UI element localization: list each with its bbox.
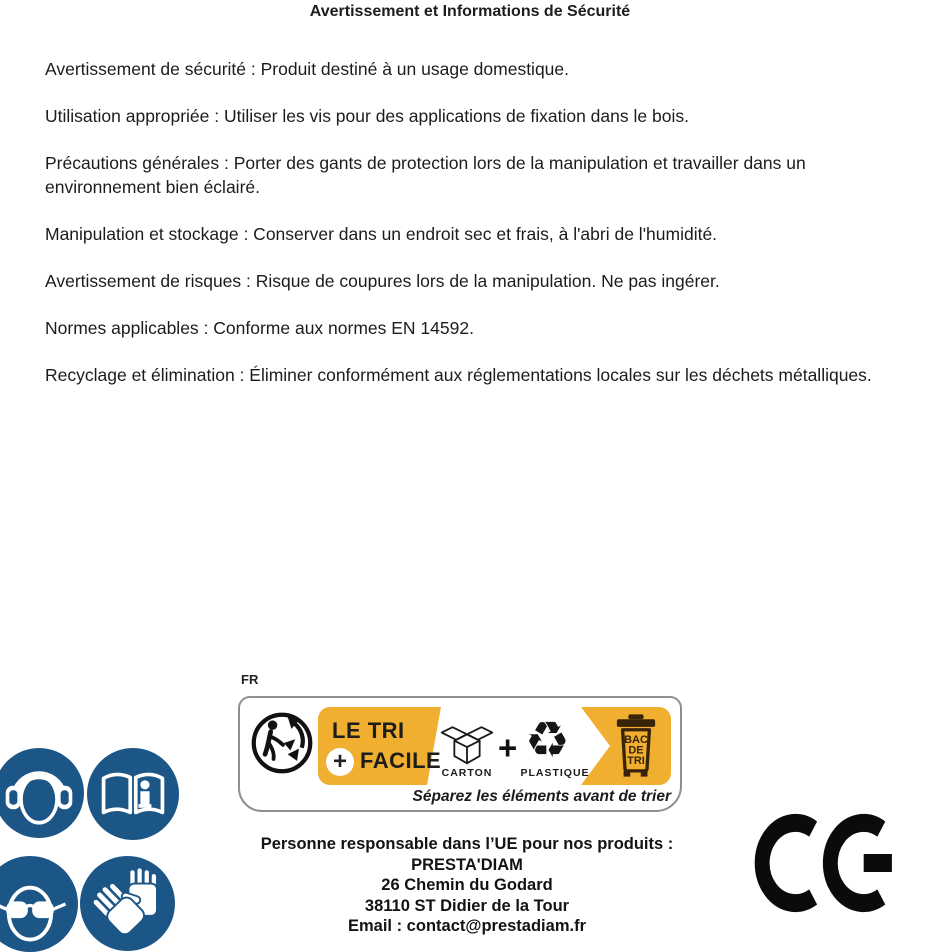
protective-gloves-icon [80, 856, 175, 951]
eye-protection-icon [0, 856, 78, 952]
read-manual-icon [87, 748, 179, 840]
sorting-bin-icon [614, 714, 658, 778]
materials-plus: + [498, 729, 518, 766]
svg-text:TRI: TRI [627, 755, 645, 768]
safety-paragraphs [45, 57, 890, 410]
company-email: Email : contact@prestadiam.fr [348, 917, 586, 935]
plastic-recycle-icon: ♻ [525, 711, 570, 769]
ear-protection-icon [0, 748, 84, 838]
company-name: PRESTA'DIAM [411, 855, 523, 874]
le-tri-text: LE TRI [332, 718, 405, 743]
plus-circle-icon: + [326, 748, 354, 776]
company-city: 38110 ST Didier de la Tour [364, 896, 570, 915]
sorting-caption: Séparez les éléments avant de trier [412, 788, 671, 805]
paragraph-handling-storage: Manipulation et stockage : Conserver dans un endroit sec et frais, à l'abri de l'humidité. [45, 224, 718, 244]
carton-box-icon [437, 719, 497, 766]
ce-mark-icon [754, 813, 906, 913]
svg-text:DE: DE [628, 744, 644, 757]
tri-facile-band [318, 707, 671, 785]
fr-country-code: FR [241, 672, 259, 687]
plastique-label: PLASTIQUE [520, 767, 590, 779]
svg-text:BAC: BAC [624, 734, 648, 747]
paragraph-appropriate-use: Utilisation appropriée : Utiliser les vis pour des applications de fixation dans le bois. [45, 106, 689, 126]
paragraph-general-precautions: Précautions générales : Porter des gants de protection lors de la manipulation et travailler dans un environnement bien éclairé. [45, 153, 806, 197]
paragraph-recycling-disposal: Recyclage et élimination : Éliminer conformément aux réglementations locales sur les déchets métalliques. [45, 365, 872, 385]
facile-text: FACILE [360, 748, 442, 773]
paragraph-risk-warning: Avertissement de risques : Risque de coupures lors de la manipulation. Ne pas ingérer. [45, 271, 720, 291]
paragraph-safety-warning: Avertissement de sécurité : Produit destiné à un usage domestique. [45, 59, 570, 79]
info-tri-label [238, 696, 682, 812]
company-street: 26 Chemin du Godard [381, 876, 553, 894]
page-title: Avertissement et Informations de Sécurité [309, 3, 631, 20]
carton-label: CARTON [441, 767, 493, 779]
responsible-person-block [237, 834, 697, 937]
responsible-person-heading: Personne responsable dans l’UE pour nos produits : [260, 835, 674, 853]
paragraph-applicable-standards: Normes applicables : Conforme aux normes EN 14592. [45, 318, 474, 338]
triman-icon [250, 711, 314, 775]
